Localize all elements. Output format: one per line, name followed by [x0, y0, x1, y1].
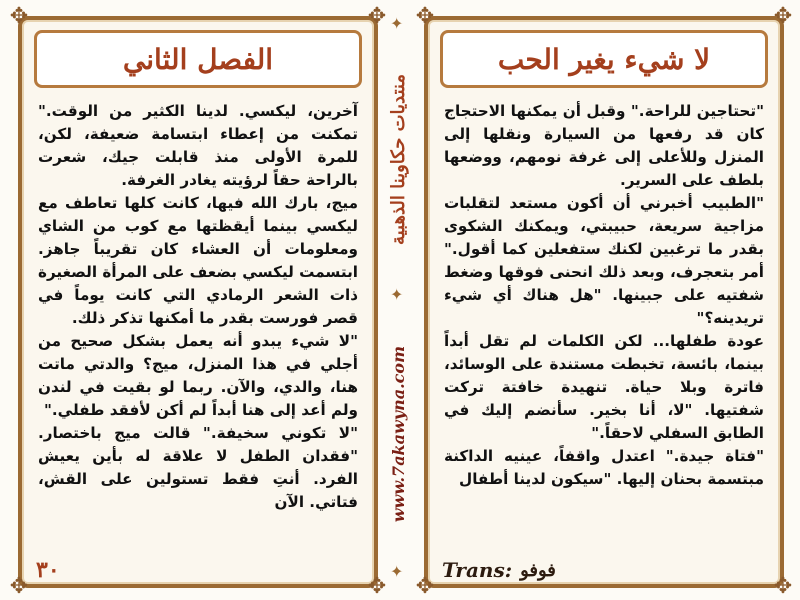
ornament-icon: ✥ — [773, 574, 793, 599]
left-footer — [22, 554, 374, 586]
paragraph: "تحتاجين للراحة." وقبل أن يمكنها الاحتجاج كان قد رفعها من السيارة ونقلها إلى المنزل وللأعلى إلى غرفة نومهم، ووضعها بلطف على السرير. — [444, 102, 764, 189]
star-icon: ✦ — [390, 14, 404, 33]
paragraph: ميج، بارك الله فيها، كانت كلها تعاطف مع ليكسي بينما أيقظتها مع كوب من الشاي ومعلومات أن العشاء كان تقريباً جاهز. ابتسمت ليكسي بضعف على المرأة الصغيرة ذات الشعر الرمادي التي كانت يوماً في قصر فورست بقدر ما أمكنها تذكر ذلك. — [38, 194, 358, 327]
forum-name: منتديات حكاوينا الذهبية — [387, 74, 409, 246]
ornament-icon: ✥ — [367, 4, 387, 29]
star-icon: ✦ — [390, 561, 404, 581]
paragraph: آخرين، ليكسي. لدينا الكثير من الوقت." تمكنت من إعطاء ابتسامة ضعيفة، لكن، للمرة الأولى منذ قابلت جيك، شعرت بالراحة حقاً لرؤيته يغادر الغرفة. — [38, 102, 358, 189]
right-page — [415, 4, 793, 599]
paragraph: "فتاة جيدة." اعتدل واقفاً، عينيه الداكنة مبتسمة بحنان إليها. "سيكون لدينا أطفال — [444, 447, 764, 488]
left-page — [9, 4, 387, 599]
paragraph: "لا شيء يبدو أنه يعمل بشكل صحيح من أجلي في هذا المنزل، ميج؟ والدتي ماتت هنا، والدي، والآن. ربما لو بقيت في لندن ولم أعد إلى هنا أبداً لم أكن لأفقد طفلي." — [38, 332, 358, 419]
spine — [374, 16, 422, 580]
translator-credit — [442, 558, 556, 582]
book-title: لا شيء يغير الحب — [497, 42, 711, 76]
website-url: www.7akawyna.com — [388, 345, 408, 522]
paragraph: "لا تكوني سخيفة." قالت ميج باختصار. "فقدان الطفل لا علاقة له بأين يعيش الفرد. أنتِ فقط تستولين على القش، فتاتي. الآن — [38, 424, 358, 511]
paragraph: عودة طفلها... لكن الكلمات لم تقل أبداً بينما، بائسة، تخبطت مستندة على الوسائد، فاترة وبلا حياة. تنهيدة خافتة تركت شفتيها. "لا، أنا بخير. سأنضم إليك في الطابق السفلي لاحقاً." — [444, 332, 764, 442]
ornament-icon: ✥ — [367, 574, 387, 599]
right-footer — [428, 554, 780, 586]
translator-name: فوفو — [520, 559, 556, 581]
chapter-title: الفصل الثاني — [122, 42, 274, 76]
trans-label: Trans: — [442, 558, 513, 582]
ornament-icon: ✥ — [773, 4, 793, 29]
left-page-text — [38, 100, 358, 546]
star-icon: ✦ — [390, 285, 404, 305]
ornament-icon: ✥ — [415, 4, 435, 29]
chapter-header — [34, 30, 362, 88]
book-header — [440, 30, 768, 88]
ornament-icon: ✥ — [415, 574, 435, 599]
ornament-icon: ✥ — [9, 574, 29, 599]
paragraph: "الطبيب أخبرني أن أكون مستعد لتقلبات مزاجية سريعة، حبيبتي، ويمكنك الشكوى بقدر ما ترغبين لكنك ستفعلين كما أقول." أمر بتعجرف، وبعد ذلك انحنى فوقها وضغط شفتيه على جبينها. "هل هناك أي شيء تريدينه؟" — [444, 194, 764, 327]
page-number: ٣٠ — [36, 557, 60, 583]
right-page-text — [444, 100, 764, 546]
ornament-icon: ✥ — [9, 4, 29, 29]
